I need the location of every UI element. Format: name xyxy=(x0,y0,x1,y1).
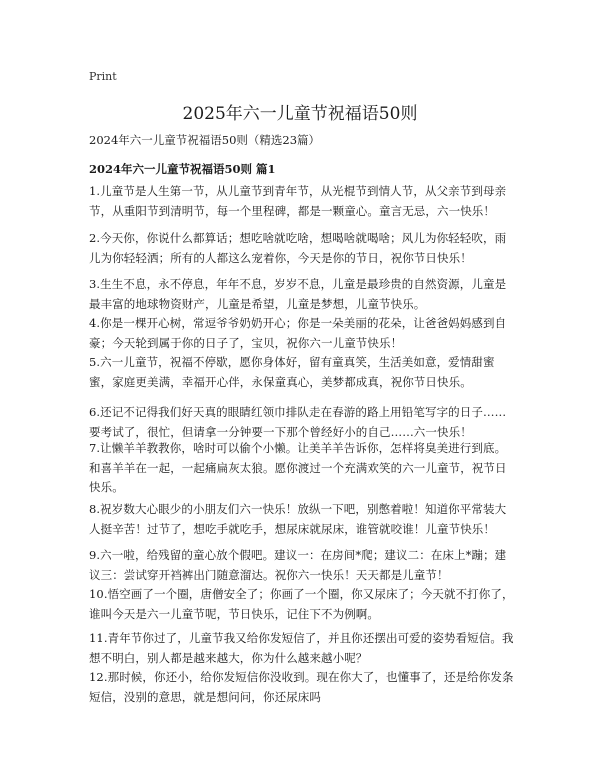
paragraph-4: 4.你是一棵开心树，常逗爷爷奶奶开心；你是一朵美丽的花朵，让爸爸妈妈感到自豪；今天轮到属于你的日子了，宝贝，祝你六一儿童节快乐！ xyxy=(89,316,507,350)
paragraph-3: 3.生生不息，永不停息，年年不息，岁岁不息，儿童是最珍贵的自然资源，儿童是最丰富的地球物资财产，儿童是希望，儿童是梦想，儿童节快乐。 xyxy=(89,277,507,311)
paragraph-2: 2.今天你，你说什么都算话；想吃啥就吃啥，想喝啥就喝啥；风儿为你轻轻吹，雨儿为你轻轻洒；所有的人都这么宠着你，今天是你的节日，祝你节日快乐！ xyxy=(89,231,507,265)
paragraph-5: 5.六一儿童节，祝福不停歇，愿你身体好，留有童真笑，生活美如意，爱情甜蜜蜜，家庭更美满，幸福开心伴，永保童真心，美梦都成真，祝你节日快乐。 xyxy=(89,355,495,389)
print-link[interactable]: Print xyxy=(89,70,117,83)
section-heading: 2024年六一儿童节祝福语50则 篇1 xyxy=(89,162,276,176)
paragraph-1: 1.儿童节是人生第一节，从儿童节到青年节，从光棍节到情人节，从父亲节到母亲节，从重阳节到清明节，每一个里程碑，都是一颗童心。童言无忌，六一快乐！ xyxy=(89,184,507,218)
paragraph-7: 7.让懒羊羊教教你，啥时可以偷个小懒。让美羊羊告诉你，怎样将臭美进行到底。和喜羊羊在一起，一起痛扁灰太狼。愿你渡过一个充满欢笑的六一儿童节，祝节日快乐。 xyxy=(89,441,507,494)
paragraph-8: 8.祝岁数大心眼少的小朋友们六一快乐！放纵一下吧，别憋着啦！知道你平常装大人挺辛苦！过节了，想吃手就吃手，想尿床就尿床，谁管就咬谁！儿童节快乐！ xyxy=(89,502,507,536)
paragraph-6: 6.还记不记得我们好天真的眼睛红领巾排队走在春游的路上用铅笔写字的日子……要考试了，很忙，但请拿一分钟要一下那个曾经好小的自己……六一快乐！ xyxy=(89,405,507,439)
document-subtitle: 2024年六一儿童节祝福语50则（精选23篇） xyxy=(89,133,321,147)
page-title: 2025年六一儿童节祝福语50则 xyxy=(182,104,418,124)
paragraph-10: 10.悟空画了一个圈，唐僧安全了；你画了一个圈，你又尿床了；今天就不打你了，谁叫今天是六一儿童节呢，节日快乐，记住下不为例啊。 xyxy=(89,587,514,621)
paragraph-9: 9.六一啦，给残留的童心放个假吧。建议一：在房间*爬；建议二：在床上*蹦；建议三：尝试穿开裆裤出门随意溜达。祝你六一快乐！天天都是儿童节！ xyxy=(89,548,507,582)
paragraph-11: 11.青年节你过了，儿童节我又给你发短信了，并且你还摆出可爱的姿势看短信。我想不明白，别人都是越来越大，你为什么越来越小呢？ xyxy=(89,631,514,665)
paragraph-12: 12.那时候，你还小，给你发短信你没收到。现在你大了，也懂事了，还是给你发条短信，没别的意思，就是想问问，你还尿床吗 xyxy=(89,670,514,704)
